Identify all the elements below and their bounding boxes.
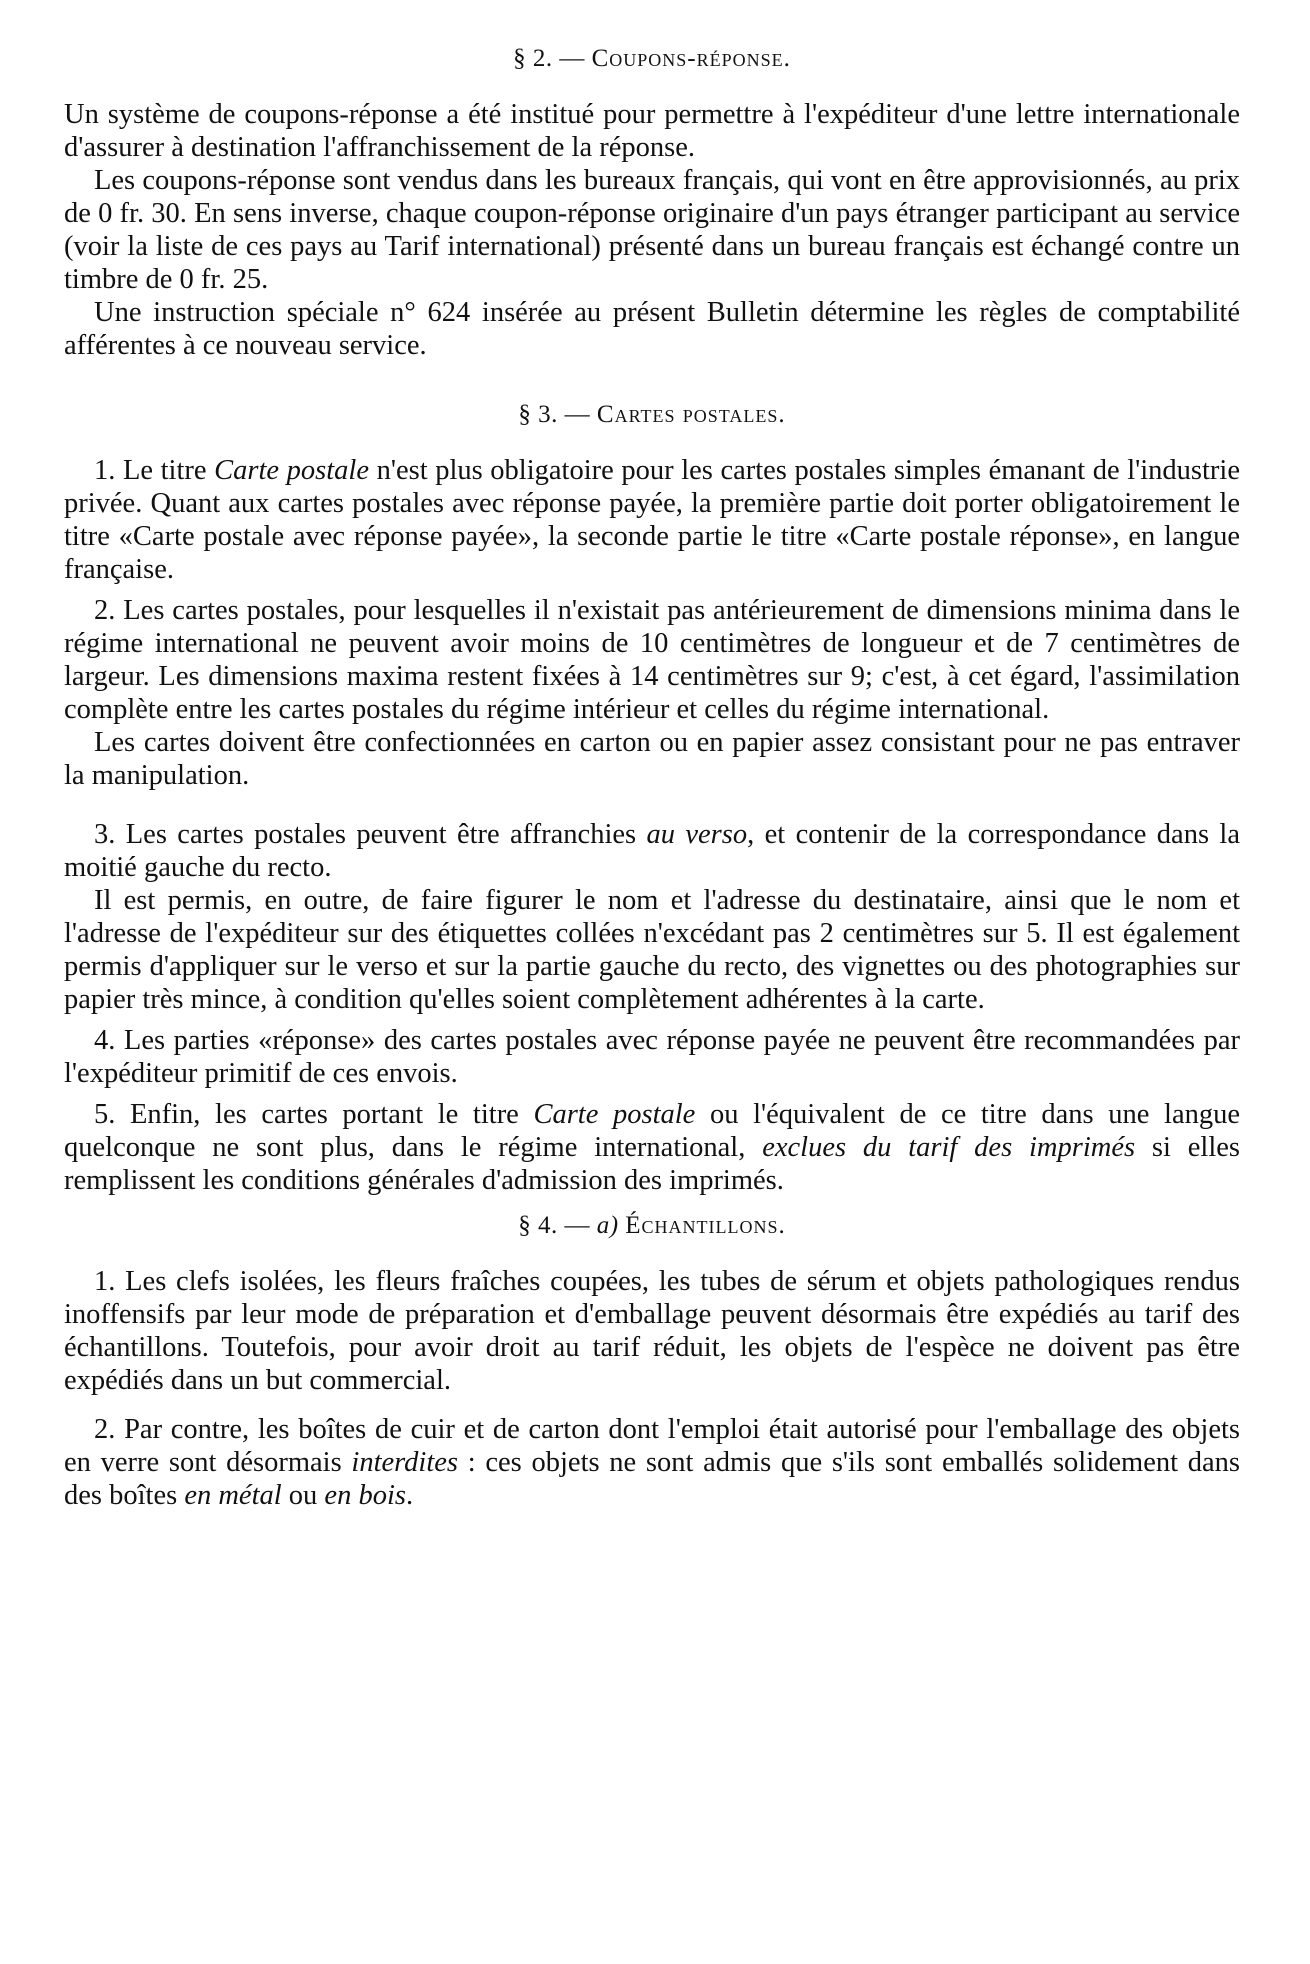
paragraph: Les cartes doivent être confectionnées en carton ou en papier assez consistant pour ne pas entraver la manipulation. [64, 727, 1240, 791]
paragraph: Un système de coupons-réponse a été institué pour permettre à l'expéditeur d'une lettre internationale d'assurer à destination l'affranchissement de la réponse. [64, 99, 1240, 163]
section-heading [64, 44, 1240, 74]
heading-title: Coupons-réponse. [591, 45, 791, 72]
section-coupons-reponse [64, 44, 1240, 362]
paragraph: Les coupons-réponse sont vendus dans les bureaux français, qui vont en être approvisionnés, au prix de 0 fr. 30. En sens inverse, chaque coupon-réponse originaire d'un pays étranger participant au service (voir la liste de ces pays au Tarif international) présenté dans un bureau français est échangé contre un timbre de 0 fr. 25. [64, 165, 1240, 295]
section-cartes-postales [64, 400, 1240, 1197]
heading-title: Cartes postales. [596, 401, 786, 428]
paragraph: 3. Les cartes postales peuvent être affranchies au verso, et contenir de la correspondance dans la moitié gauche du recto. [64, 819, 1240, 883]
heading-number: § 2. — [513, 45, 585, 72]
paragraph: 1. Le titre Carte postale n'est plus obligatoire pour les cartes postales simples émanant de l'industrie privée. Quant aux cartes postales avec réponse payée, la première partie doit porter obligatoirement le titre «Carte postale avec réponse payée», la seconde partie le titre «Carte postale réponse», en langue française. [64, 455, 1240, 585]
paragraph: Une instruction spéciale n° 624 insérée au présent Bulletin détermine les règles de comptabilité afférentes à ce nouveau service. [64, 297, 1240, 361]
paragraph: Il est permis, en outre, de faire figurer le nom et l'adresse du destinataire, ainsi que le nom et l'adresse de l'expéditeur sur des étiquettes collées n'excédant pas 2 centimètres sur 5. Il est également permis d'appliquer sur le verso et sur la partie gauche du recto, des vignettes ou des photographies sur papier très mince, à condition qu'elles soient complètement adhérentes à la carte. [64, 885, 1240, 1015]
section-echantillons [64, 1211, 1240, 1512]
heading-title: Échantillons. [625, 1212, 786, 1239]
paragraph: 4. Les parties «réponse» des cartes postales avec réponse payée ne peuvent être recommandées par l'expéditeur primitif de ces envois. [64, 1025, 1240, 1089]
paragraph: 5. Enfin, les cartes portant le titre Carte postale ou l'équivalent de ce titre dans une langue quelconque ne sont plus, dans le régime international, exclues du tarif des imprimés si elles remplissent les conditions générales d'admission des imprimés. [64, 1099, 1240, 1196]
heading-number: § 4. — [518, 1212, 590, 1239]
paragraph: 1. Les clefs isolées, les fleurs fraîches coupées, les tubes de sérum et objets pathologiques rendus inoffensifs par leur mode de préparation et d'emballage peuvent désormais être expédiés au tarif des échantillons. Toutefois, pour avoir droit au tarif réduit, les objets de l'espèce ne doivent pas être expédiés dans un but commercial. [64, 1266, 1240, 1396]
heading-subletter: a) [596, 1212, 619, 1239]
paragraph: 2. Les cartes postales, pour lesquelles il n'existait pas antérieurement de dimensions minima dans le régime international ne peuvent avoir moins de 10 centimètres de longueur et de 7 centimètres de largeur. Les dimensions maxima restent fixées à 14 centimètres sur 9; c'est, à cet égard, l'assimilation complète entre les cartes postales du régime intérieur et celles du régime international. [64, 595, 1240, 725]
paragraph: 2. Par contre, les boîtes de cuir et de carton dont l'emploi était autorisé pour l'emballage des objets en verre sont désormais interdites : ces objets ne sont admis que s'ils sont emballés solidement dans des boîtes en métal ou en bois. [64, 1414, 1240, 1511]
section-heading [64, 1211, 1240, 1241]
section-heading [64, 400, 1240, 430]
heading-number: § 3. — [518, 401, 591, 428]
